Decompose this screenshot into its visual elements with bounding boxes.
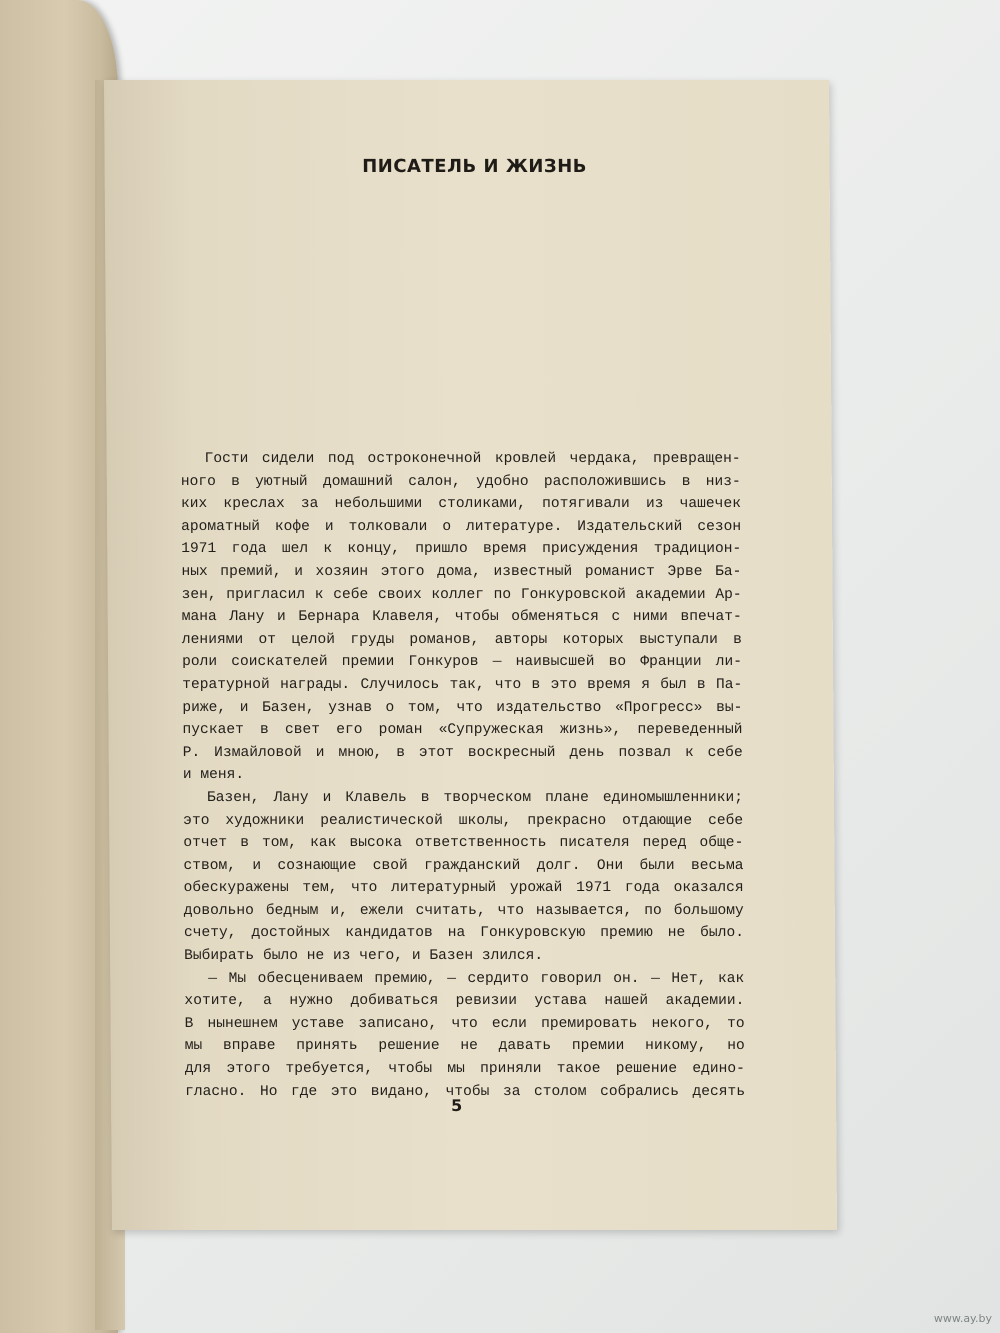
text-line: это художники реалистической школы, прекрасно отдающие себе xyxy=(183,812,744,829)
text-line: обескуражены тем, что литературный урожай 1971 года оказался xyxy=(183,880,744,897)
body-text xyxy=(181,448,746,1103)
text-line: риже, и Базен, узнав о том, что издательство «Прогресс» вы- xyxy=(182,699,743,716)
text-line: ароматный кофе и толковали о литературе. Издательский сезон xyxy=(181,518,742,535)
watermark: www.ay.by xyxy=(933,1312,992,1325)
text-line: тературной награды. Случилось так, что в это время я был в Па- xyxy=(182,676,743,693)
text-line: лениями от целой груды романов, авторы которых выступали в xyxy=(181,631,742,648)
text-line: зен, пригласил к себе своих коллег по Гонкуровской академии Ар- xyxy=(181,586,742,603)
text-line: В нынешнем уставе записано, что если премировать некого, то xyxy=(184,1015,745,1032)
text-line: ством, и сознающие свой гражданский долг. Они были весьма xyxy=(183,857,744,874)
text-line: 1971 года шел к концу, пришло время присуждения традицион- xyxy=(181,541,742,558)
text-line: пускает в свет его роман «Супружеская жизнь», переведенный xyxy=(182,722,743,739)
text-line: счету, достойных кандидатов на Гонкуровскую премию не было. xyxy=(183,925,744,942)
text-line: — Мы обесцениваем премию, — сердито говорил он. — Нет, как xyxy=(208,970,745,987)
text-line: ного в уютный домашний салон, удобно расположившись в низ- xyxy=(180,473,741,490)
text-line: для этого требуется, чтобы мы приняли такое решение едино- xyxy=(184,1061,745,1078)
text-line: Базен, Лану и Клавель в творческом плане единомышленники; xyxy=(206,789,744,806)
text-line: Р. Измайловой и мною, в этот воскресный день позвал к себе xyxy=(182,744,743,761)
text-line: хотите, а нужно добиваться ревизии устава нашей академии. xyxy=(184,993,745,1010)
text-line: ных премий, и хозяин этого дома, известный романист Эрве Ба- xyxy=(181,563,742,580)
text-line: мана Лану и Бернара Клавеля, чтобы обменяться с ними впечат- xyxy=(181,609,742,626)
paragraph xyxy=(183,787,744,968)
page-number: 5 xyxy=(451,1096,463,1115)
text-line: Гости сидели под остроконечной кровлей чердака, превращен- xyxy=(204,451,741,467)
text-line: роли соискателей премии Гонкуров — наивысшей во Франции ли- xyxy=(181,654,743,671)
chapter-title: ПИСАТЕЛЬ И ЖИЗНЬ xyxy=(362,156,588,177)
paragraph xyxy=(184,968,745,1104)
text-line: довольно бедным и, ежели считать, что называется, по большому xyxy=(183,902,744,919)
text-line: гласно. Но где это видано, чтобы за столом собрались десять xyxy=(184,1083,746,1100)
paragraph xyxy=(181,448,743,787)
book-page xyxy=(104,80,837,1230)
text-line: ких креслах за небольшими столиками, потягивали из чашечек xyxy=(180,496,742,513)
text-line: и меня. xyxy=(182,767,245,784)
text-line: мы вправе принять решение не давать премии никому, но xyxy=(184,1038,745,1055)
text-line: Выбирать было не из чего, и Базен злился. xyxy=(184,948,544,965)
text-line: отчет в том, как высока ответственность писателя перед обще- xyxy=(183,835,744,852)
